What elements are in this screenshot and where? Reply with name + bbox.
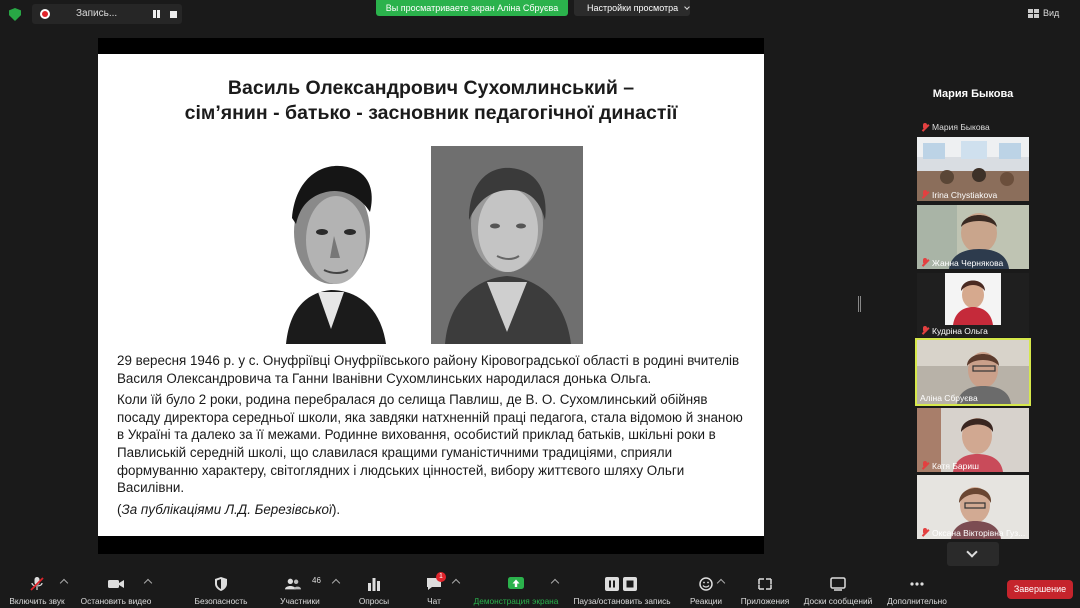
grid-view-icon [1028,9,1039,18]
citation-source: За публікаціями Л.Д. Березівської [121,501,332,517]
reactions-button[interactable] [682,570,730,608]
participant-name: Кудріна Ольга [932,325,988,336]
shared-screen [98,38,764,554]
pause-stop-recording-button[interactable] [570,570,674,608]
participant-tile[interactable] [917,137,1029,201]
participant-name: Катя Бариш [932,460,979,471]
more-dots-icon [909,577,925,591]
slide-paragraph-1: 29 вересня 1946 р. у с. Онуфріївці Онуфріївського району Кіровоградської області в родині вчителів Василя Олександровича та Ганни Іванівни Сухомлинських народилася донька Ольга. [117,353,740,386]
polls-icon [366,577,382,591]
polls-label: Опросы [358,596,390,606]
whiteboards-label: Доски сообщений [803,596,873,606]
apps-label: Приложения [740,596,790,606]
mic-muted-icon [921,326,929,335]
portrait-woman-photo [431,146,583,344]
participant-video-panel [917,70,1029,568]
slide-title [98,76,764,126]
panel-resize-handle[interactable] [858,296,861,312]
tile-name-row [917,392,978,403]
mic-muted-icon [921,258,929,267]
participant-name: Оксана Вікторівна Гуз... [932,527,1026,538]
share-screen-label: Демонстрация экрана [473,596,559,606]
participants-icon [285,577,301,591]
mic-muted-icon [921,528,929,537]
participant-name: Аліна Сбруєва [920,392,978,403]
chevron-down-icon [684,4,690,10]
encryption-shield-icon[interactable] [9,8,21,21]
participant-name: Жанна Чернякова [932,257,1004,268]
chat-unread-badge: 1 [436,572,446,582]
view-options-label: Настройки просмотра [587,3,679,13]
end-meeting-button[interactable]: Завершение [1007,580,1073,599]
active-speaker-tile[interactable] [917,88,1029,122]
meeting-toolbar [0,570,1080,608]
tile-name-row [917,257,1003,268]
portrait-man-photo [256,144,406,344]
participants-options-caret[interactable] [332,579,340,587]
participants-label: Участники [280,596,320,606]
slide-title-line-2: сім’янин - батько - засновник педагогічної династії [184,102,678,124]
polls-button[interactable] [350,570,398,608]
pause-stop-recording-label: Пауза/остановить запись [573,596,671,606]
pause-recording-icon[interactable] [151,9,161,19]
slide-citation [117,501,747,519]
tile-name-row [917,527,1025,538]
participants-count: 46 [312,576,321,585]
view-options-menu[interactable] [574,0,690,16]
security-button[interactable] [188,570,254,608]
view-layout-button[interactable] [1028,6,1059,20]
view-layout-label: Вид [1043,8,1060,18]
tile-name-row [917,460,979,471]
citation-close: ). [331,501,341,517]
stop-video-button[interactable] [76,570,156,608]
chevron-down-icon [966,546,977,557]
participant-tile[interactable] [917,205,1029,269]
slide-paragraph-2: Коли їй було 2 роки, родина перебралася до селища Павлиш, де В. О. Сухомлинський обійняв посаду директора середньої школи, яка завдяки натхненній праці педагога, стала відомою й знаною в Україні та далеко за її межами. Родинне виховання, особистий приклад батьків, шкільні роки в Павлиській середній школі, що славилася кращими гуманістичними традиціями, сприяли формуванню характеру, світоглядних і людських цінностей, вибору життєвого шляху Ольги Василівни. [117,392,743,496]
chat-button[interactable] [414,570,454,608]
video-camera-icon [108,577,124,591]
stop-video-label: Остановить видео [80,596,152,606]
scroll-participants-down-button[interactable] [947,542,999,566]
reactions-label: Реакции [689,596,723,606]
active-speaker-label [917,122,1029,136]
participants-button[interactable] [270,570,330,608]
security-label: Безопасность [194,596,248,606]
mic-muted-icon [29,577,45,591]
mic-muted-icon [921,123,929,132]
participant-tile[interactable] [917,408,1029,472]
whiteboard-icon [830,577,846,591]
mic-muted-icon [921,190,929,199]
participant-tile[interactable] [917,475,1029,539]
recording-indicator [32,4,182,24]
more-button[interactable] [884,570,950,608]
shield-icon [213,577,229,591]
share-screen-icon [508,577,524,591]
viewing-share-banner: Вы просматриваете экран Аліна Сбруєва [376,0,568,16]
stop-recording-icon[interactable] [170,11,177,18]
presentation-slide [98,54,764,536]
active-speaker-name: Мария Быкова [932,88,1014,100]
chat-label: Чат [427,596,441,606]
reactions-icon [698,577,714,591]
mic-muted-icon [921,461,929,470]
whiteboards-button[interactable] [800,570,876,608]
recording-dot-icon [40,9,50,19]
share-screen-button[interactable] [470,570,562,608]
unmute-button[interactable] [4,570,70,608]
more-label: Дополнительно [887,596,947,606]
apps-button[interactable] [738,570,792,608]
participant-tile-active-speaker[interactable] [917,340,1029,404]
slide-body-text [117,352,747,522]
pause-stop-icons [605,577,639,591]
slide-title-line-1: Василь Олександрович Сухомлинський – [227,77,635,99]
recording-label: Запись... [76,8,118,19]
apps-icon [757,577,773,591]
participant-tile[interactable] [917,273,1029,337]
tile-name: Мария Быкова [932,122,990,132]
participant-name: Irina Chystiakova [932,189,998,200]
unmute-label: Включить звук [9,596,65,606]
citation-open: ( [117,501,122,517]
top-bar [0,0,1080,28]
tile-name-row [917,189,997,200]
tile-name-row [917,325,988,336]
